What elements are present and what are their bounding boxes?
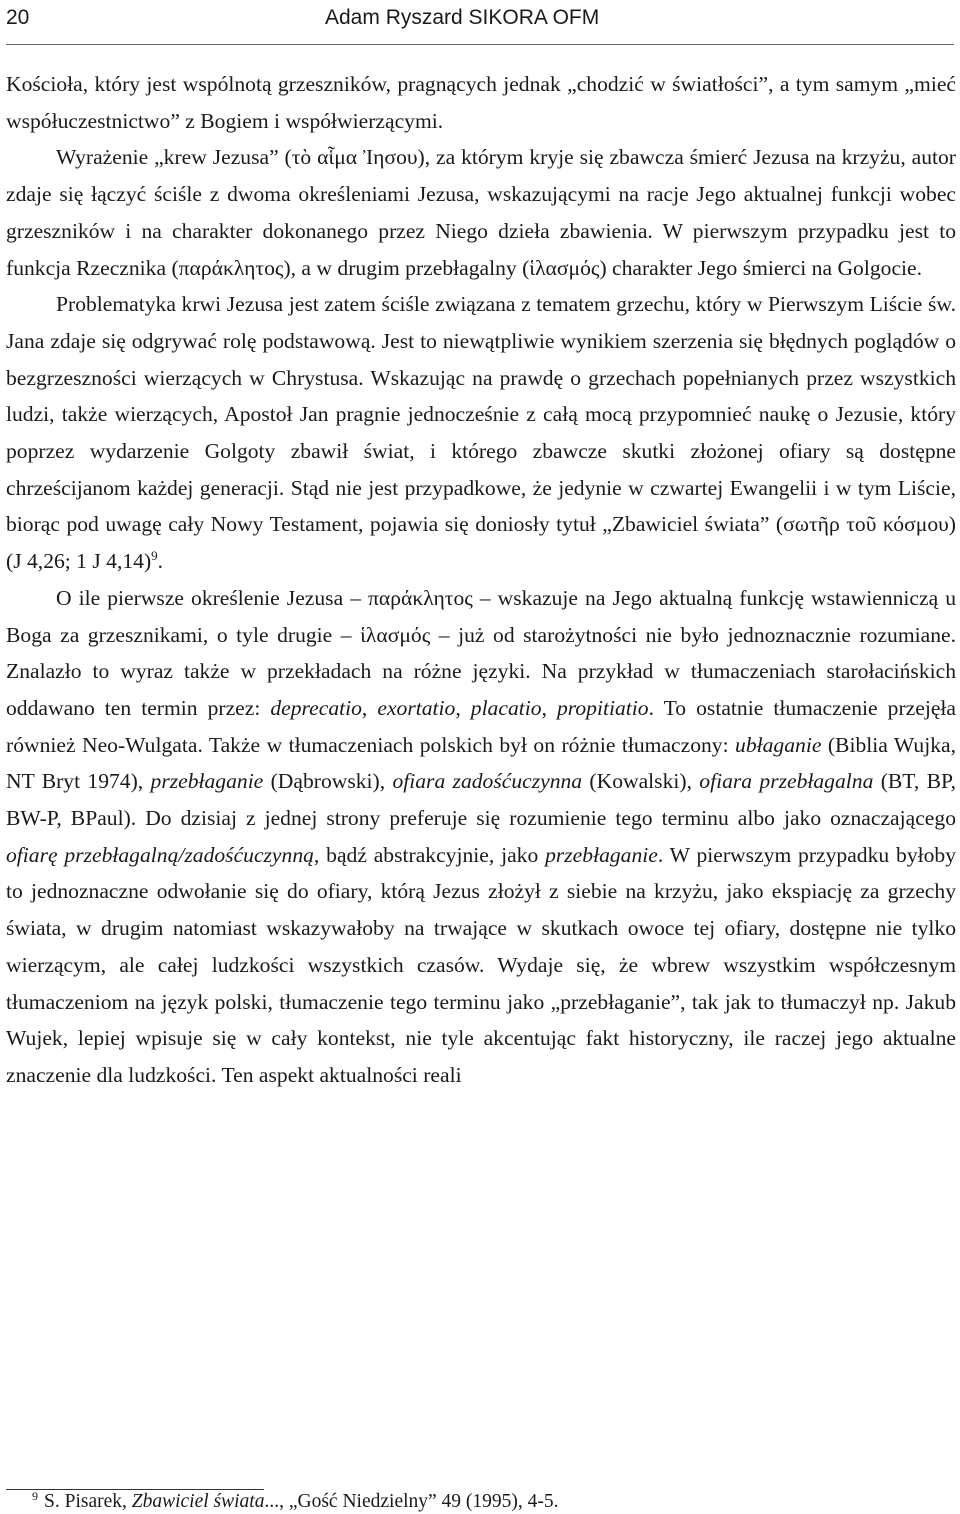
term-przeblaganie-1: przebłaganie — [150, 769, 264, 794]
p4-text-d: (Dąbrowski), — [263, 769, 393, 794]
paragraph-3 — [6, 286, 956, 580]
footnote-rule — [6, 1489, 264, 1490]
term-ublaganie: ubłaganie — [735, 732, 822, 757]
paragraph-1: Kościoła, który jest wspólnotą grzeszników, pragnących jednak „chodzić w światłości”, a tym samym „mieć współuczestnictwo” z Bogiem i współwierzącymi. — [6, 72, 956, 133]
term-przeblaganie-2: przebłaganie — [545, 842, 658, 867]
p4-text-h: . W pierwszym przypadku byłoby to jednoznaczne odwołanie się do ofiary, którą Jezus złożył z siebie na krzyżu, jako ekspiację za grzechy świata, w drugim natomiast wskazywałoby na trwające w skutkach owoce tej ofiary, dostępne nie tylko wierzącym, ale całej ludzkości wszystkich czasów. Wydaje się, że wbrew wszystkim współczesnym tłumaczeniom na język polski, tłumaczenie tego terminu jako „przebłaganie”, tak jak to tłumaczył np. Jakub Wujek, lepiej wpisuje się w cały kontekst, nie tyle akcentując fakt historyczny, ile raczej jego aktualne znaczenie dla ludzkości. Ten aspekt aktualności reali — [6, 842, 957, 1087]
term-ofiare: ofiarę przebłagalną/zadośćuczynną — [6, 842, 314, 867]
p4-sep-2: , — [455, 695, 471, 720]
p4-text-b: . To ostatnie tłumaczenie przejęła również Neo-Wulgata. Także w tłumaczeniach polskich był on różnie tłumaczony: — [6, 695, 956, 757]
p4-text-g: , bądź abstrakcyjnie, jako — [313, 842, 546, 867]
footnote-title: Zbawiciel świata — [131, 1491, 265, 1512]
term-ofiara-zadoscuczynna: ofiara zadośćuczynna — [392, 769, 583, 794]
running-head: Adam Ryszard SIKORA OFM — [325, 6, 600, 29]
term-exortatio: exortatio — [377, 695, 456, 720]
paragraph-2: Wyrażenie „krew Jezusa” (τὸ αἷμα Ἰησου), za którym kryje się zbawcza śmierć Jezusa na krzyżu, autor zdaje się łączyć ściśle z dwoma określeniami Jezusa, wskazującymi na racje Jego aktualnej funkcji wobec grzeszników i na charakter dokonanego przez Niego dzieła zbawienia. W pierwszym przypadku jest to funkcja Rzecznika (παράκλητος), a w drugim przebłagalny (ἱλασμός) charakter Jego śmierci na Golgocie. — [6, 145, 956, 280]
p4-text-e: (Kowalski), — [582, 769, 700, 794]
term-placatio: placatio — [470, 695, 542, 720]
footnote-rest: ..., „Gość Niedzielny” 49 (1995), 4-5. — [264, 1491, 559, 1512]
page-header — [6, 2, 956, 42]
paragraph-3-end: . — [157, 549, 164, 574]
header-rule — [6, 44, 954, 45]
p4-text-f: (BT, BP, BW-P, BPaul). Do dzisiaj z jednej strony preferuje się rozumienie tego terminu albo jako oznaczającego — [6, 769, 956, 831]
paragraph-4 — [6, 580, 956, 1094]
term-deprecatio: deprecatio — [270, 695, 362, 720]
paragraph-3-text: Problematyka krwi Jezusa jest zatem ściśle związana z tematem grzechu, który w Pierwszym Liście św. Jana zdaje się odgrywać rolę podstawową. Jest to niewątpliwie wynikiem szerzenia się błędnych poglądów o bezgrzeszności wierzących w Chrystusa. Wskazując na prawdę o grzechach popełnianych przez wszystkich ludzi, także wierzących, Apostoł Jan pragnie jednocześnie z całą mocą przypomnieć naukę o Jezusie, który poprzez wydarzenie Golgoty zbawił świat, i którego zbawcze skutki złożonej ofiary są dostępne chrześcijanom każdej generacji. Stąd nie jest przypadkowe, że jedynie w czwartej Ewangelii i w tym Liście, biorąc pod uwagę cały Nowy Testament, pojawia się doniosły tytuł „Zbawiciel świata” (σωτῆρ τοῦ κόσμου) (J 4,26; 1 J 4,14) — [6, 292, 956, 574]
p4-text-a: O ile pierwsze określenie Jezusa – παράκλητος – wskazuje na Jego aktualną funkcję wstawienniczą u Boga za grzesznikami, o tyle drugie – ἱλασμός – już od starożytności nie było jednoznacznie rozumiane. Znalazło to wyraz także w przekładach na różne języki. Na przykład w tłumaczeniach starołacińskich oddawano ten termin przez: — [6, 585, 956, 720]
footnote-ref[interactable]: 9 — [151, 548, 158, 564]
page-number: 20 — [6, 6, 30, 29]
term-ofiara-przeblagalna: ofiara przebłagalna — [699, 769, 874, 794]
p4-sep-1: , — [361, 695, 378, 720]
p4-sep-3: , — [541, 695, 557, 720]
footnote-9 — [32, 1489, 932, 1512]
p4-text-c: (Biblia Wujka, NT Bryt 1974), — [6, 732, 956, 794]
footnote-author: S. Pisarek, — [44, 1491, 132, 1512]
term-propitiatio: propitiatio — [556, 695, 649, 720]
body-text — [6, 66, 956, 1094]
footnote-number: 9 — [32, 1489, 38, 1503]
